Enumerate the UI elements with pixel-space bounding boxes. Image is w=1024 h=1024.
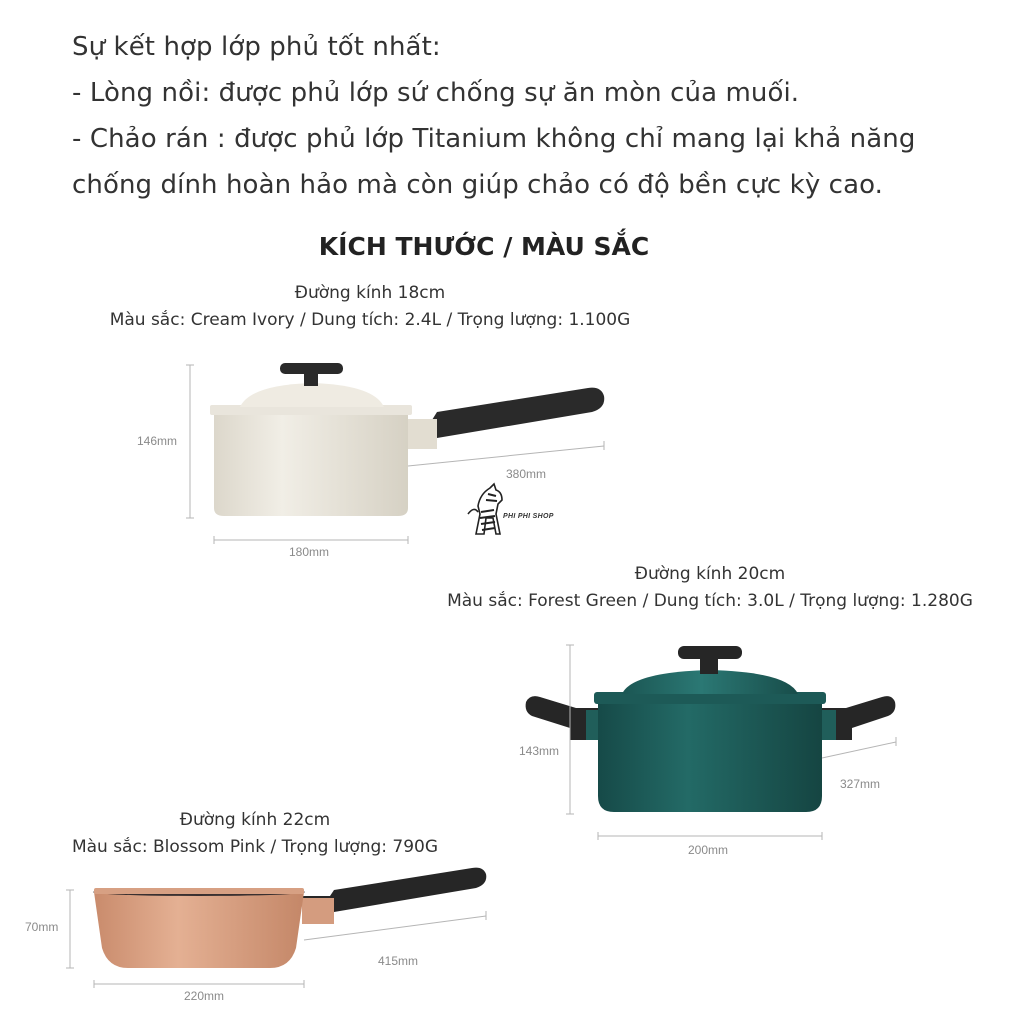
- casserole-width-label: 200mm: [688, 843, 729, 857]
- intro-line-1: Sự kết hợp lớp phủ tốt nhất:: [72, 32, 441, 62]
- casserole-diameter: Đường kính 20cm: [634, 564, 786, 584]
- zebra-logo-icon: [468, 484, 502, 534]
- fryingpan-specs: Màu sắc: Blossom Pink / Trọng lượng: 790G: [71, 837, 439, 857]
- intro-line-2: - Lòng nồi: được phủ lớp sứ chống sự ăn mòn của muối.: [72, 78, 800, 108]
- fryingpan-width-label: 220mm: [184, 989, 225, 1003]
- saucepan-diameter: Đường kính 18cm: [294, 283, 446, 303]
- fryingpan-length-label: 415mm: [378, 954, 419, 968]
- casserole-specs: Màu sắc: Forest Green / Dung tích: 3.0L / Trọng lượng: 1.280G: [447, 591, 973, 611]
- fryingpan-height-label: 70mm: [25, 920, 59, 934]
- saucepan-height-label: 146mm: [137, 434, 178, 448]
- intro-line-4: chống dính hoàn hảo mà còn giúp chảo có độ bền cực kỳ cao.: [72, 170, 884, 200]
- watermark-text: PHI PHI SHOP: [503, 513, 554, 520]
- intro-line-3: - Chảo rán : được phủ lớp Titanium không chỉ mang lại khả năng: [72, 124, 916, 154]
- casserole-length-label: 327mm: [840, 777, 881, 791]
- fryingpan-illustration: [93, 868, 486, 968]
- saucepan-width-label: 180mm: [289, 545, 330, 559]
- casserole-height-label: 143mm: [519, 744, 560, 758]
- section-title: KÍCH THƯỚC / MÀU SẮC: [318, 232, 650, 261]
- saucepan-length-label: 380mm: [506, 467, 547, 481]
- saucepan-illustration: [210, 363, 604, 516]
- saucepan-specs: Màu sắc: Cream Ivory / Dung tích: 2.4L / Trọng lượng: 1.100G: [109, 310, 631, 330]
- fryingpan-diameter: Đường kính 22cm: [179, 810, 331, 830]
